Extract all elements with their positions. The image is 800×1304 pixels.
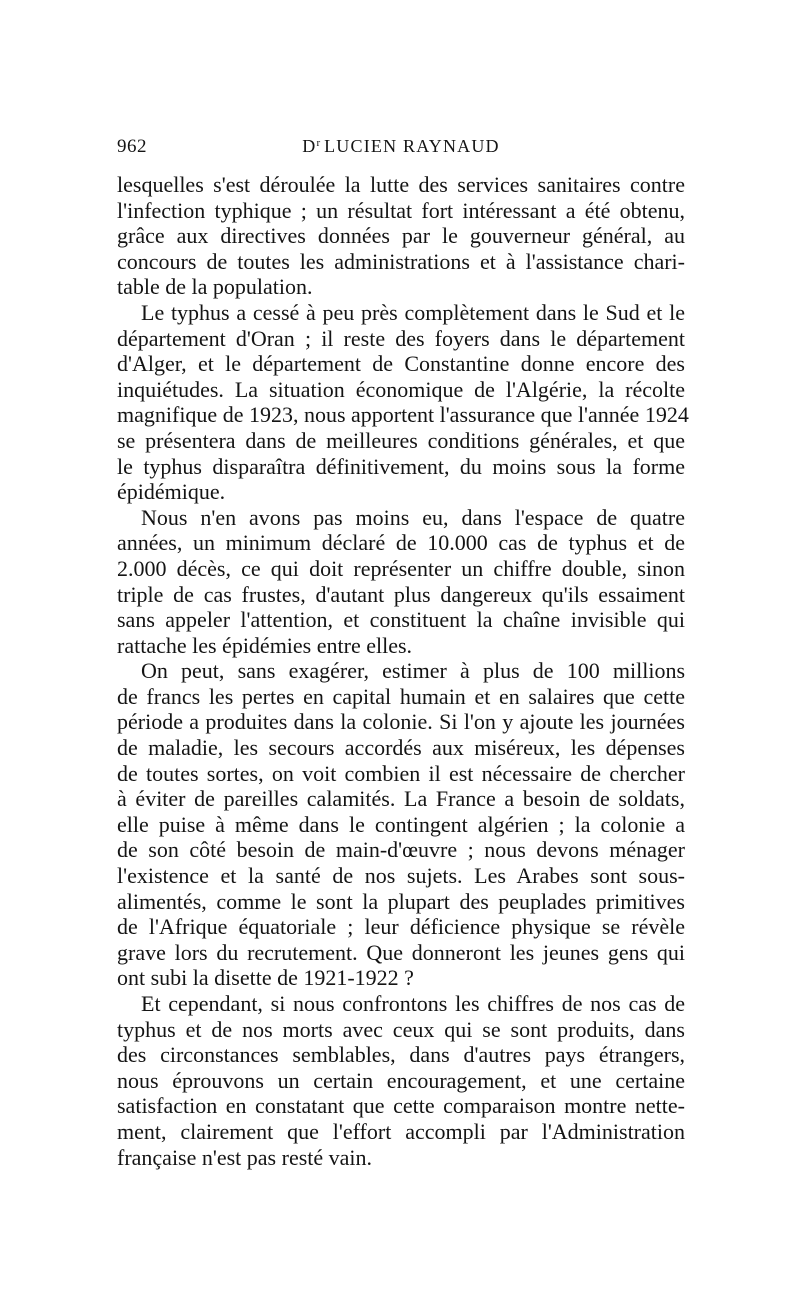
text-line: ment, clairement que l'effort accompli par l'Administration (117, 1118, 685, 1144)
text-line: l'infection typhique ; un résultat fort intéressant a été obtenu, (117, 197, 685, 223)
text-line: Nous n'en avons pas moins eu, dans l'espace de quatre (141, 504, 685, 530)
paragraph (117, 505, 685, 659)
text-line: ont subi la disette de 1921-1922 ? (117, 965, 414, 991)
author-prefix-superscript: r (316, 137, 321, 149)
text-line: d'Alger, et le département de Constantine donne encore des (117, 351, 685, 377)
text-line: magnifique de 1923, nous apportent l'assurance que l'année 1924 (117, 402, 689, 428)
text-line: Et cependant, si nous confrontons les chiffres de nos cas de (141, 991, 685, 1016)
body-text (117, 172, 689, 1170)
text-line: inquiétudes. La situation économique de l'Algérie, la récolte (117, 376, 685, 402)
text-line: rattache les épidémies entre elles. (117, 632, 413, 658)
text-line: à éviter de pareilles calamités. La France a besoin de soldats, (117, 786, 685, 812)
text-line: 2.000 décès, ce qui doit représenter un chiffre double, sinon (117, 555, 685, 581)
paragraph (117, 172, 685, 300)
text-line: le typhus disparaîtra définitivement, du moins sous la forme (117, 453, 685, 479)
text-line: se présentera dans de meilleures conditions générales, et que (117, 427, 685, 453)
paragraph (117, 991, 685, 1170)
text-line: de toutes sortes, on voit combien il est nécessaire de chercher (117, 760, 685, 786)
text-line: grave lors du recrutement. Que donneront les jeunes gens qui (117, 939, 685, 965)
text-line: alimentés, comme le sont la plupart des peuplades primitives (117, 888, 685, 914)
text-line: de son côté besoin de main-d'œuvre ; nous devons ménager (117, 837, 685, 863)
text-line: triple de cas frustes, d'autant plus dangereux qu'ils essaiment (117, 581, 685, 607)
paragraph (117, 658, 685, 991)
author-prefix: D (302, 136, 317, 156)
text-line: sans appeler l'attention, et constituent la chaîne invisible qui (117, 607, 685, 633)
paragraph (117, 299, 689, 505)
text-line: nous éprouvons un certain encouragement, et une certaine (117, 1067, 685, 1093)
text-line: française n'est pas resté vain. (117, 1144, 373, 1170)
text-line: département d'Oran ; il reste des foyers dans le département (117, 325, 685, 351)
text-line: concours de toutes les administrations et à l'assistance chari- (117, 248, 685, 274)
text-line: l'existence et la santé de nos sujets. Les Arabes sont sous- (117, 863, 685, 889)
page-header (117, 136, 685, 160)
page-number: 962 (117, 136, 147, 157)
text-line: période a produites dans la colonie. Si l'on y ajoute les journées (117, 709, 685, 735)
text-line: Le typhus a cessé à peu près complètement dans le Sud et le (141, 299, 685, 325)
text-line: satisfaction en constatant que cette comparaison montre nette- (117, 1093, 685, 1119)
text-line: grâce aux directives données par le gouverneur général, au (117, 223, 685, 249)
running-head (117, 136, 685, 157)
author-name: LUCIEN RAYNAUD (324, 136, 500, 156)
text-line: elle puise à même dans le contingent algérien ; la colonie a (117, 811, 685, 837)
text-line: de francs les pertes en capital humain et en salaires que cette (117, 683, 685, 709)
text-line: années, un minimum déclaré de 10.000 cas de typhus et de (117, 530, 685, 556)
text-line: des circonstances semblables, dans d'autres pays étrangers, (117, 1042, 685, 1068)
text-line: de maladie, les secours accordés aux miséreux, les dépenses (117, 735, 685, 761)
text-line: épidémique. (117, 479, 226, 505)
text-line: table de la population. (117, 274, 313, 300)
text-line: de l'Afrique équatoriale ; leur déficience physique se révèle (117, 914, 685, 940)
text-line: typhus et de nos morts avec ceux qui se sont produits, dans (117, 1016, 685, 1042)
text-line: lesquelles s'est déroulée la lutte des services sanitaires contre (117, 172, 685, 197)
text-line: On peut, sans exagérer, estimer à plus de 100 millions (141, 658, 685, 684)
